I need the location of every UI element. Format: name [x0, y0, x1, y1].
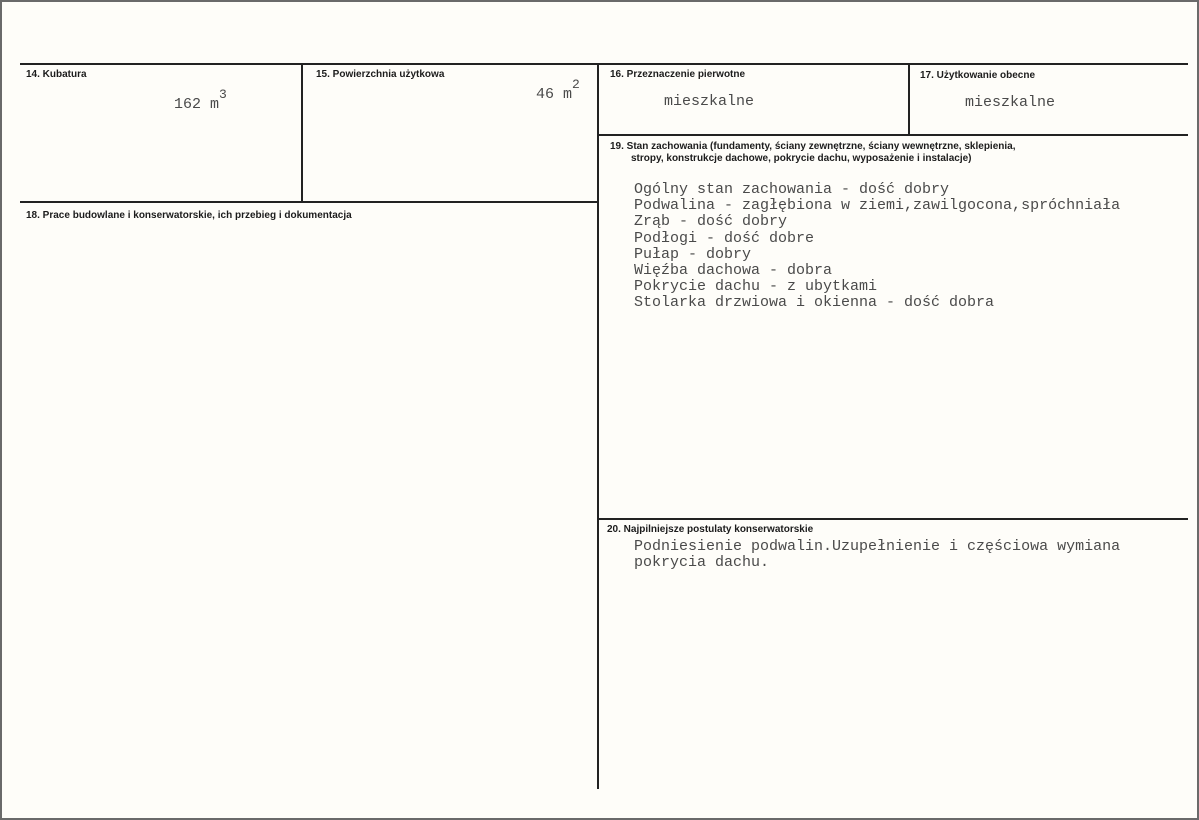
divider-left-right: [597, 63, 599, 789]
divider-14-15: [301, 63, 303, 202]
stan-line: Zrąb - dość dobry: [634, 213, 788, 231]
rule-above-20: [599, 518, 1188, 520]
field-14-exponent: 3: [219, 87, 227, 102]
field-15-exponent: 2: [572, 77, 580, 92]
field-15-number: 46 m: [536, 86, 573, 103]
field-14-value: [174, 87, 227, 113]
postulaty-line: Podniesienie podwalin.Uzupełnienie i częściowa wymiana: [634, 538, 1121, 555]
stan-line: Stolarka drzwiowa i okienna - dość dobra: [634, 294, 995, 312]
field-19-label-line1: 19. Stan zachowania (fundamenty, ściany zewnętrzne, ściany wewnętrzne, sklepienia,: [610, 141, 1016, 152]
stan-line: Pokrycie dachu - z ubytkami: [634, 278, 878, 296]
stan-line: Podwalina - zagłębiona w ziemi,zawilgocona,spróchniała: [634, 197, 1121, 215]
field-20-text: [634, 539, 1120, 571]
field-19-label: [610, 141, 1016, 165]
stan-line: Więźba dachowa - dobra: [634, 262, 833, 280]
stan-line: Pułap - dobry: [634, 245, 752, 263]
field-16-value: mieszkalne: [664, 93, 755, 110]
divider-16-17: [908, 63, 910, 134]
field-20-label: 20. Najpilniejsze postulaty konserwatorskie: [607, 524, 814, 535]
field-17-value: mieszkalne: [965, 94, 1056, 111]
field-15-label: 15. Powierzchnia użytkowa: [316, 69, 445, 80]
field-14-number: 162 m: [174, 96, 220, 113]
rule-below-14-15: [20, 201, 599, 203]
field-17-label: 17. Użytkowanie obecne: [920, 70, 1036, 81]
field-15-value: [536, 77, 580, 103]
field-14-label: 14. Kubatura: [26, 69, 87, 80]
postulaty-line: pokrycia dachu.: [634, 554, 770, 572]
top-rule: [20, 63, 1188, 65]
field-19-text: [634, 182, 1120, 312]
stan-line: Ogólny stan zachowania - dość dobry: [634, 181, 950, 198]
field-18-label: 18. Prace budowlane i konserwatorskie, ich przebieg i dokumentacja: [26, 210, 352, 221]
stan-line: Podłogi - dość dobre: [634, 229, 815, 247]
field-16-label: 16. Przeznaczenie pierwotne: [610, 69, 746, 80]
rule-below-16-17: [599, 134, 1188, 136]
field-19-label-line2: stropy, konstrukcje dachowe, pokrycie dachu, wyposażenie i instalacje): [631, 153, 972, 164]
